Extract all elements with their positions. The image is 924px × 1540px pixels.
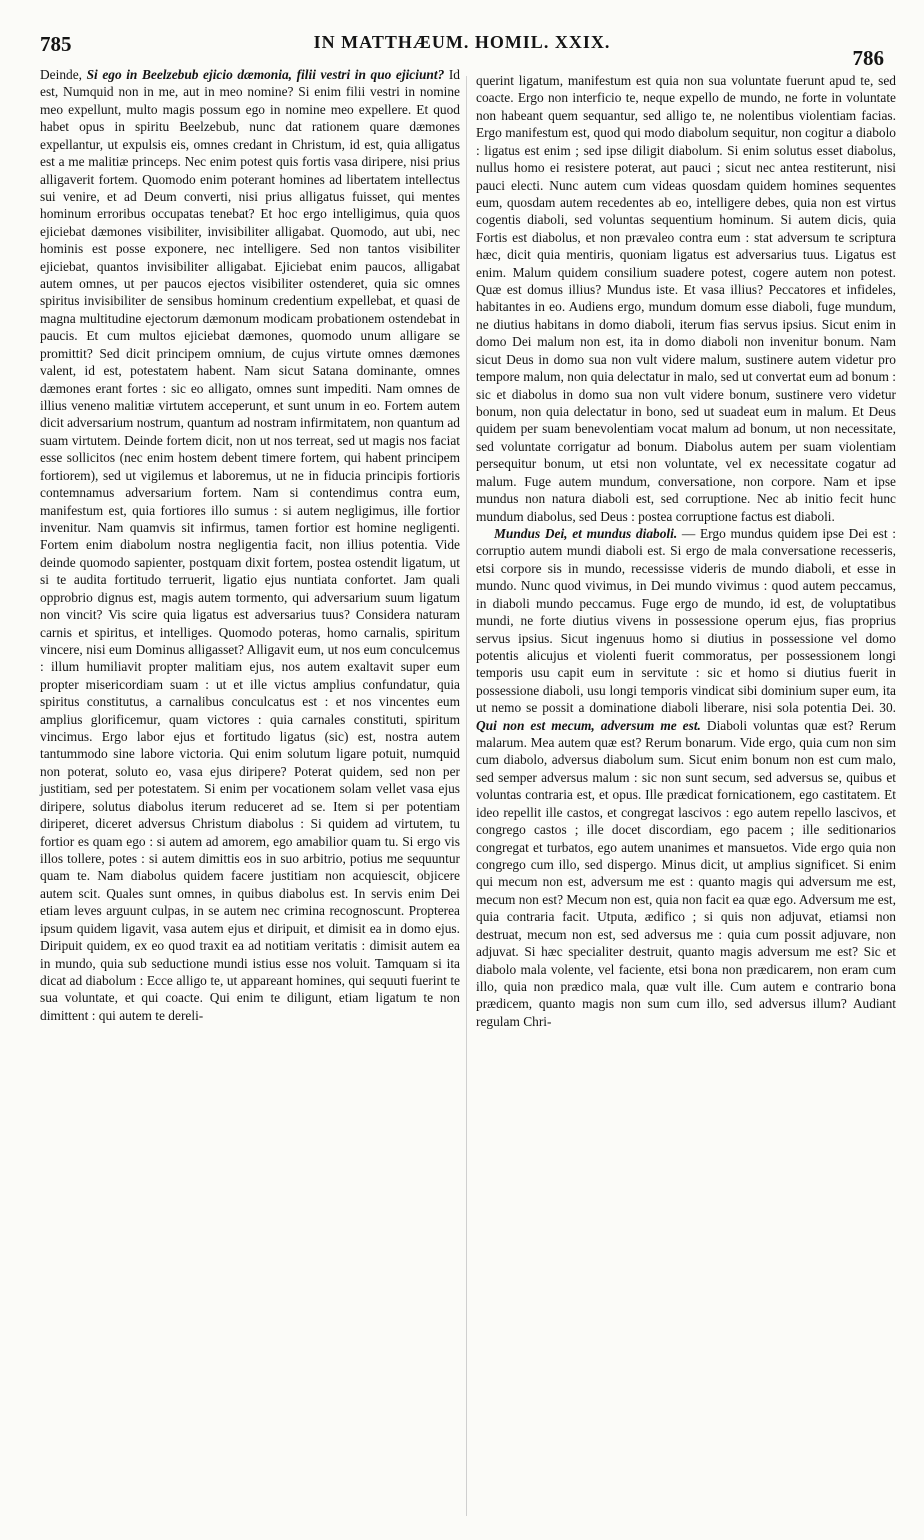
left-body-text: Id est, Numquid non in me, aut in meo nomine? Si enim filii vestri in nomine meo expellunt, multo magis possum ego in nomine meo expellere. Et quod habet opus in spiritu Beelzebub, nunc dat rationem quare dæmones expellantur, ut expulsis eis, omnes credant in Christum, id est, quia alligatus est a me malitiæ princeps. Nec enim potest quis fortis vasa diripere, nisi prius alligaverit fortem. Quomodo enim poterant homines ad libertatem intellectus sui venire, et ad Deum converti, nisi prius alligatus fuisset, qui mentes hominum erroribus occupatas tenebat? Et hoc ergo intelligimus, quia quos ejiciebat dæmones visibiliter, invisibiliter alligabat. Quomodo, aut ubi, nec hominis est posse exponere, nec intelligere. Sed non tantos visibiliter ejiciebat, quantos invisibiliter alligabat. Ejiciebat enim paucos, alligabat autem omnes, ut per paucos ejectos visibiliter ostenderet, quia sic omnes spiritus invisibiliter de sensibus hominum credentium expellebat, et quasi de magna multitudine ejectorum dæmonum modicam probationem ostendebat in paucis. Et cum multos ejiciebat dæmones, quomodo unum alligare se promittit? Sed dicit principem omnium, de cujus virtute omnes dæmones valent, id est, potestatem habent. Nam sicut Satana dominante, omnes dæmones erant fortes : sic eo alligato, omnes sunt impediti. Nam omnes de illius veneno malitiæ virtutem acceperunt, et sunt unum in eo. Fortem autem dicit adversarium nostrum, quantum ad nostram infirmitatem, non quantum ad suam virtutem. Deinde fortem dicit, non ut nos terreat, sed ut magis nos faciat esse sollicitos (nec enim hostem debent timere fortem, qui habent principem fortiorem), sed ut vigilemus et laboremus, ut ne in fiducia principis fortioris contemnamus adversarium fortem. Nam si contendimus contra eum, manifestum est, quia fortiores illo sumus : si autem negligimus, ille fortior invenitur. Nam quamvis sit infirmus, tamen fortior est homine negligenti. Fortem enim diabolum nostra negligentia facit, non illius potentia. Vide deinde quomodo sapienter, postquam dixit fortem, postea ostendit ligatum, ut si te audita fortitudo terruerit, ligatio ejus nuntiata confortet. Jam quali opprobrio dignus est, magis autem tormento, qui adversarium suum ligatum non vincit? Vis scire quia ligatus est adversarius tuus? Considera naturam carnis et spiritus, et intelliges. Quomodo poteras, homo carnalis, spiritum vincere, nisi eum Dominus alligasset? Alligavit eum, ut nos eum conculcemus : illum humiliavit propter malitiam ejus, nos autem exaltavit super eum propter misericordiam suam : ut et ille victus amplius confundatur, quia spiritus constitutus, a carnalibus conculcatus est : et nos vincentes eum amplius glorificemur, quam victores : quia carnales constituti, spiritum vincimus. Ergo labor ejus et fortitudo ligatus (sic) est, nostra autem tantummodo sine labore victoria. Qui enim solutum ligare potuit, numquid non poterat, soluto eo, vasa ejus diripere? Poterat quidem, sed non per justitiam, sed per potestatem. Si enim per vocationem solam vellet vasa ejus diripere, solutus diabolus iterum reduceret ad se. Item si per potentiam diriperet, diceret adversus Christum diabolus : Si quidem ad virtutem, tu fortior es quam ego : si autem ad amorem, ego amabilior quam tu. Si ergo vis illos tollere, potes : si autem dimittis eos in suo arbitrio, potius me sequuntur quam te. Nam diabolus quidem facere justitiam non acquiescit, objicere autem scit. Quales sunt omnes, in quibus diabolus est. In servis enim Dei etiam leves arguunt culpas, in se autem nec crimina recognoscunt. Propterea ipsum quidem ligavit, vasa autem ejus et diripuit, et dimisit ea in domo ejus. Diripuit quidem, ex eo quod traxit ea ad notitiam veritatis : dimisit autem ea in mundo, quia sub seductione mundi istius esse nos voluit. Tamquam si ita dicat ad diabolum : Ecce alligo te, ut appareant homines, qui sequuti fuerint te sua voluntate, et qui coacte. Qui enim te diligunt, etiam ligatum te non dimittent : qui autem te dereli- (40, 67, 460, 1023)
verse-quote: Qui non est mecum, adversum me est. (476, 717, 701, 733)
right-column (476, 72, 896, 1030)
opening-quote: Si ego in Beelzebub ejicio dæmonia, filii vestri in quo ejiciunt? (86, 67, 445, 82)
section-heading: Mundus Dei, et mundus diaboli. (494, 525, 678, 541)
right-body-text-3: Diaboli voluntas quæ est? Rerum malarum. Mea autem quæ est? Rerum bonarum. Vide ergo, quia cum non sim cum diabolo, adversus diabolum sum. Sicut enim bonum non est cum malo, sed semper adversus malum : sic non sunt secum, sed adversus se, quibus et voluntas contraria est, et opus. Ille prædicat fornicationem, ego castitatem. Et ideo repellit ille castos, et congregat lascivos : ego autem repello lascivos, et congrego castos ; ille docet discordiam, ego pacem ; ille seditionarios congregat et turbatos, ego autem unanimes et mansuetos. Vide ergo quia non congrego cum illo, sed dispergo. Minus dicit, ut amplius significet. Si enim qui mecum non est, adversum me est : quanto magis qui adversum me est, mecum non est? Mecum non est, quia non facit ea quæ ego. Adversum me est, quia contraria facit. Utputa, ædifico ; si quis non adjuvat, etiamsi non destruat, mecum non est, sed adversus me : quia cum possit adjuvare, non adjuvat. Si hæc specialiter destruit, quanto magis adversum me est? Sic et diabolo mala volente, vel faciente, etsi bona non prædicarem, non eram cum illo, quia non prædico mala, quæ vult ille. Cum autem e contrario bona prædicem, quanto magis non sum cum illo, sed adversus illum? Audiant regulam Chri- (476, 717, 896, 1029)
right-body-text-2: — Ergo mundus quidem ipse Dei est : corruptio autem mundi diaboli est. Si ergo de mala conversatione recesseris, etsi corpore sis in mundo, recessisse videris de mundo diaboli, et esse in mundo. Nunc quod vivimus, in Dei mundo vivimus : quod autem peccamus, in diaboli mundo peccamus. Fuge ergo de mundo, id est, de voluptatibus mundi, ne forte diutius vivens in possessione operum ejus, fias proprius servus ipsius. Sicut ingenuus homo si diutius in possessione vel domo potentis alicujus et violenti fuerit commoratus, per possessionem longi temporis usu capit eum in servitute : sic et homo si diutius fuerit in possessione diaboli, usu longi temporis vindicat sibi dominium super eum, ita ut nemo se possit a dominatione diaboli liberare, nisi sola potentia Dei. 30. (476, 525, 896, 716)
right-paragraph-2 (476, 525, 896, 1030)
page-number-left: 785 (40, 32, 72, 56)
opening-word: Deinde, (40, 67, 83, 82)
left-paragraph-1 (40, 66, 460, 1024)
page-number-right: 786 (852, 46, 884, 70)
left-column (40, 66, 460, 1024)
running-title: IN MATTHÆUM. HOMIL. XXIX. (313, 32, 611, 52)
column-divider (466, 76, 467, 1516)
right-paragraph-1: querint ligatum, manifestum est quia non sua voluntate fuerunt apud te, sed coacte. Ergo non interficio te, neque expello de mundo, ne forte in voluntate non habeant quem sequantur, sed alligo te, ne nolentibus violentiam facias. Ergo manifestum est, quod qui modo diabolum sequitur, non cogitur a diabolo : ligatus est enim ; sed ipse diligit diabolum. Si enim solutus esset diabolus, nullus homo ei resistere poterat, aut pauci ; sicut nec antea restiterunt, nisi pauci electi. Nunc autem cum videas quosdam quidem homines sequentes eum, quosdam autem recedentes ab eo, intelligere debes, quia non est virtus cogentis diaboli, sed voluntas sequentium hominum. Si autem dicis, quia Fortis est diabolus, et non prævaleo contra eum : stat adversum te scriptura hæc, dicit quia mentiris, quoniam ligatus est adversarius tuus. Ligatus est enim. Malum quidem consilium suadere potest, cogere autem non potest. Quæ est domus illius? Mundus iste. Et vasa illius? Peccatores et infideles, habitantes in eo. Audiens ergo, mundum domum esse diaboli, fuge mundum, ne diutius habitans in domo diaboli, iterum fias servus ipsius. Sicut enim in domo Dei malum non est, ita in domo diaboli non invenitur bonum. Nam sicut Deus in domo sua non vult videre malum, sustinere autem videtur pro tempore malum, non quia delectatur in malo, sed ut convertat eum ad bonum : sic et diabolus in domo sua non vult videre bonum, sustinere vero videtur bonum, non quia delectatur in bono, sed ut suadeat eum in malum. Et Deus quidem per suam benevolentiam vocat malum ad bonum, ut non necessitate, sed voluntate corrigatur ad bonum. Diabolus autem per suam violentiam persequitur bonum, ut etsi non voluntate, vel ex necessitate cogatur ad malum. Fuge autem mundum, conversatione, non corpore. Nam et ipse mundus non natura diaboli est, sed corruptione. Nec ab initio fecit hunc mundum diabolus, sed Deus : postea corruptione factus est diaboli. (476, 73, 896, 524)
